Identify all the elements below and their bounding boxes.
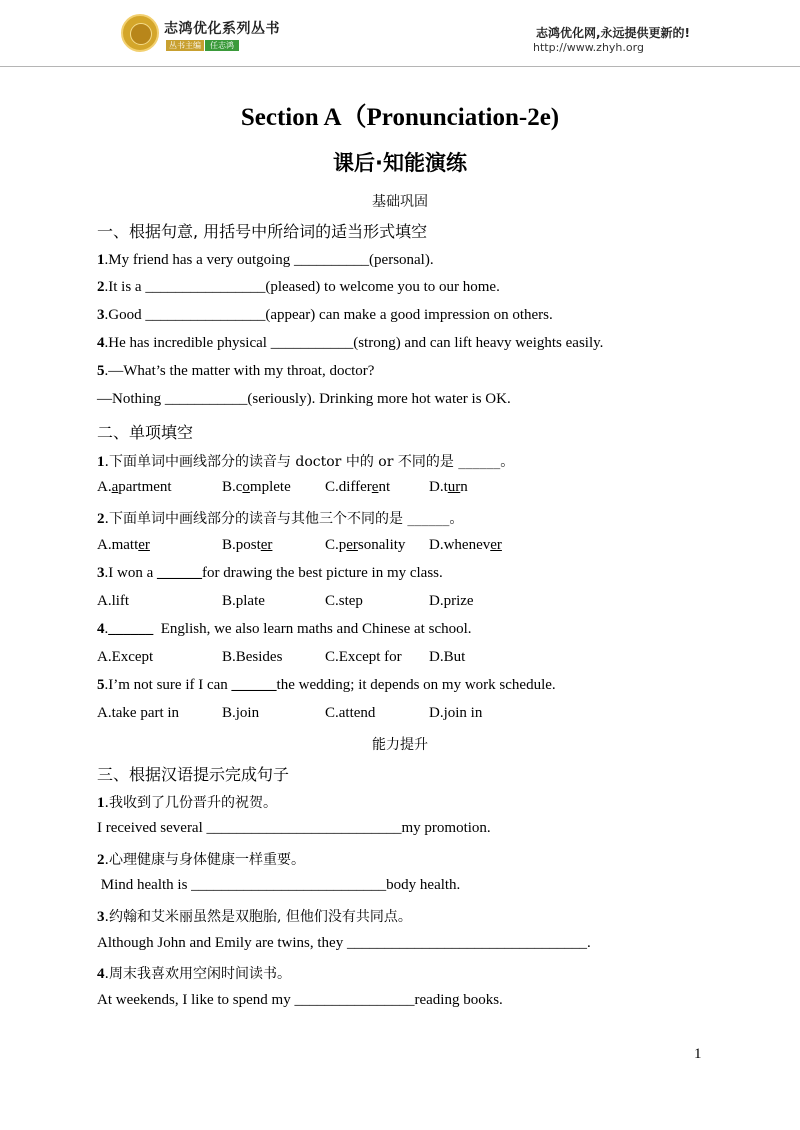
site-url: http://www.zhyh.org [533,41,644,54]
question-1-5: 5.—What’s the matter with my throat, doctor? [97,363,375,379]
section-1-heading: 一、根据句意, 用括号中所给词的适当形式填空 [97,222,428,241]
option-2-3-a: A.lift [97,593,130,609]
page-title: Section A（Pronunciation-2e) [240,104,560,131]
option-2-1-c: C.different [325,479,391,495]
question-1-1: 1.My friend has a very outgoing __________(personal). [97,252,434,268]
option-2-2-c: C.personality [325,537,406,553]
question-1-4: 4.He has incredible physical ___________(strong) and can lift heavy weights easily. [97,335,604,351]
page-number: 1 [694,1046,702,1062]
question-3-4-english: At weekends, I like to spend my ________________reading books. [97,992,503,1008]
brand-subtitle [166,40,239,51]
level-basic: 基础巩固 [372,194,428,210]
question-2-4: 4.______ English, we also learn maths and Chinese at school. [97,621,472,637]
question-3-2-english: Mind health is __________________________body health. [97,877,461,893]
question-1-5-answer-line: —Nothing ___________(seriously). Drinking more hot water is OK. [97,391,511,407]
question-3-1-chinese: 1.我收到了几份晋升的祝贺。 [97,795,277,811]
brand-title: 志鸿优化系列丛书 [164,21,280,37]
option-2-4-d: D.But [429,649,466,665]
editor-tag: 丛书主编 [166,40,204,51]
option-2-3-c: C.step [325,593,363,609]
slogan: 志鸿优化网,永远提供更新的! [536,26,691,40]
page-header [0,0,800,67]
question-2-2: 2.下面单词中画线部分的读音与其他三个不同的是 ______。 [97,511,464,527]
option-2-1-a: A.apartment [97,479,172,495]
option-2-3-d: D.prize [429,593,474,609]
option-2-5-b: B.join [222,705,260,721]
publisher-logo-icon [121,14,159,52]
question-1-3: 3.Good ________________(appear) can make a good impression on others. [97,307,553,323]
option-2-4-c: C.Except for [325,649,402,665]
option-2-2-b: B.poster [222,537,273,553]
question-3-3-chinese: 3.约翰和艾米丽虽然是双胞胎, 但他们没有共同点。 [97,909,412,925]
option-2-4-a: A.Except [97,649,154,665]
option-2-5-d: D.join in [429,705,483,721]
question-3-3-english: Although John and Emily are twins, they ________________________________. [97,935,591,951]
question-2-5: 5.I’m not sure if I can ______the wedding; it depends on my work schedule. [97,677,556,693]
section-3-heading: 三、根据汉语提示完成句子 [97,765,290,784]
editor-name: 任志鸿 [205,40,239,51]
question-1-2: 2.It is a ________________(pleased) to welcome you to our home. [97,279,500,295]
option-2-5-a: A.take part in [97,705,180,721]
question-2-3: 3.I won a ______for drawing the best picture in my class. [97,565,443,581]
option-2-4-b: B.Besides [222,649,283,665]
option-2-3-b: B.plate [222,593,265,609]
question-3-4-chinese: 4.周末我喜欢用空闲时间读书。 [97,966,291,982]
question-2-1: 1.下面单词中画线部分的读音与 doctor 中的 or 不同的是 ______。 [97,454,515,470]
option-2-2-a: A.matter [97,537,150,553]
question-3-2-chinese: 2.心理健康与身体健康一样重要。 [97,852,305,868]
option-2-1-d: D.turn [429,479,468,495]
option-2-1-b: B.complete [222,479,291,495]
option-2-5-c: C.attend [325,705,376,721]
question-3-1-english: I received several __________________________my promotion. [97,820,491,836]
section-2-heading: 二、单项填空 [97,423,194,442]
option-2-2-d: D.whenever [429,537,502,553]
page-subtitle: 课后·知能演练 [333,151,467,175]
level-advanced: 能力提升 [372,737,428,753]
